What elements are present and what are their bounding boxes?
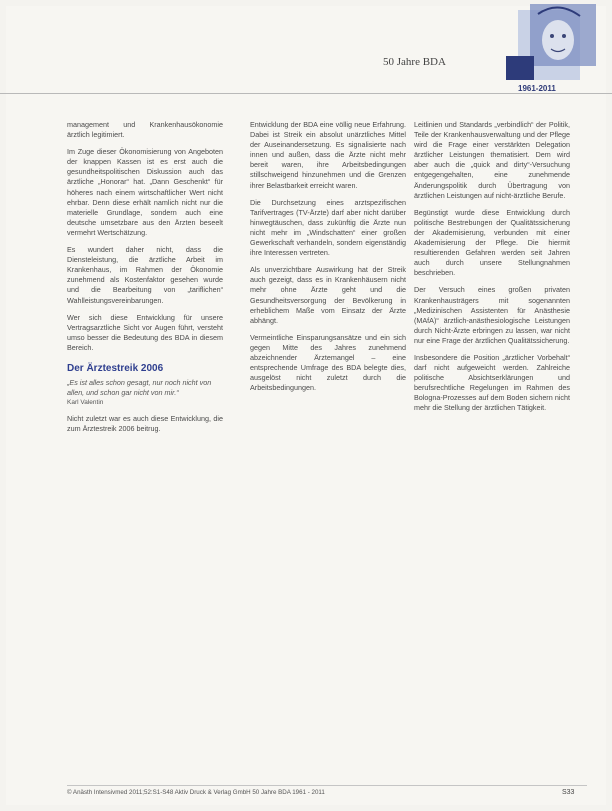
article-body	[67, 120, 587, 786]
footer-citation: © Anästh Intensivmed 2011;52:S1-S48 Aktiv Druck & Verlag GmbH 50 Jahre BDA 1961 - 2011	[67, 789, 325, 796]
header-divider	[0, 93, 612, 94]
section-heading: Der Ärztestreik 2006	[67, 362, 164, 374]
paragraph: Leitlinien und Standards „verbindlich“ der Politik, Teile der Krankenhausverwaltung und der Pflege wird die Frage einer verstärkten Delegation ärztlicher Leistungen thematisiert. Dem wird aber auch die „quick and dirty“-Versuchung entgegengehalten, eine zunehmende Änderungspolitik durch Übertragung von ärztlichen Leistungen auf nicht-ärztliche Berufe.	[414, 120, 570, 200]
column-2	[250, 120, 406, 786]
paragraph: Der Versuch eines großen privaten Krankenhausträgers mit sogenannten „Medizinischen Assistenten für Anästhesie (MAfA)“ ärztlich-anästhesiologische Leistungen durch Nicht-Ärzte erbringen zu lassen, war nicht nur eine Frage der ärztlichen Qualitätssicherung.	[414, 285, 570, 345]
paragraph: Es wundert daher nicht, dass die Diensteleistung, die ärztliche Arbeit im Krankenhaus, im Rahmen der Ökonomie zunehmend als Kostenfaktor gesehen wurde und die Bearbeitung von „tariflichen“ Wahlleistungsvereinbarungen.	[67, 245, 223, 305]
bda-anniversary-logo	[488, 4, 603, 96]
paragraph: Insbesondere die Position „ärztlicher Vorbehalt“ darf nicht aufgeweicht werden. Zahlreiche politische Absichtserklärungen und berufsrechtliche Regelungen im Rahmen des Bologna-Prozesses auf dem Boden sichern nicht mehr die Stellung der ärztlichen Tätigkeit.	[414, 352, 570, 413]
paragraph: Wer sich diese Entwicklung für unsere Vertragsarztliche Sicht vor Augen führt, versteht umso besser die Bedeutung des BDA in diesem Bereich.	[67, 312, 223, 352]
epigraph-quote: „Es ist alles schon gesagt, nur noch nicht von allen, und schon gar nicht von mir.“	[67, 377, 212, 397]
header-years: 1961-2011	[518, 84, 556, 93]
column-1	[67, 120, 223, 786]
page-number: S33	[562, 789, 575, 796]
paragraph: Entwicklung der BDA eine völlig neue Erfahrung. Dabei ist Streik ein absolut unärztliches Mittel der Auseinandersetzung. Es signalisierte nach innen und außen, dass die Ärzte nicht mehr bereit waren, ihre Arbeitsbedingungen stillschweigend hinzunehmen und die Grenzen ihrer Belastbarkeit erreicht waren.	[250, 120, 406, 190]
paragraph: Als unverzichtbare Auswirkung hat der Streik auch gezeigt, dass es in Krankenhäusern nicht mehr ohne Ärzte geht und die Gesundheitsversorgung der Bevölkerung in erheblichem Maße vom Einsatz der Ärzte abhängt.	[250, 265, 406, 325]
paragraph: Die Durchsetzung eines arztspezifischen Tarifvertrages (TV-Ärzte) darf aber nicht darüber hinwegtäuschen, dass zukünftig die Ärzte nun nicht mehr im „Windschatten“ einer großen Gewerkschaft verhandeln, sondern eigenständig ihre Interessen vertreten.	[250, 197, 406, 258]
footer-divider	[67, 785, 587, 786]
paragraph: Begünstigt wurde diese Entwicklung durch politische Bestrebungen der Qualitätssicherung der Akademisierung, verbunden mit einer Akademisierung der Pflege. Die hiermit resultierenden Gefahren werden seit Jahren auch durch unsere Stellungnahmen beschrieben.	[414, 207, 570, 278]
paragraph: Vermeintliche Einsparungsansätze und ein sich gegen Mitte des Jahres zunehmend abzeichnender Ärztemangel – eine entsprechende Umfrage des BDA belegte dies, ausgelöst nicht zuletzt durch die Arbeitsbedingungen.	[250, 332, 406, 393]
column-3	[414, 120, 570, 786]
paragraph: management und Krankenhausökonomie ärztlich legitimiert.	[67, 120, 223, 140]
header-title: 50 Jahre BDA	[383, 56, 446, 68]
paragraph: Im Zuge dieser Ökonomisierung von Angeboten der knappen Kassen ist es erst auch die gesundheitspolitischen Diskussion auch das ärztliche „Honorar“ hat. „Dann Geschenkt“ für höheres nach einem wirtschaftlicher Wert nicht ehrbar. Denn diese erhält namlich nicht nur die materielle Grundlage, sondern auch eine deutsche umsetzbare aus den Ärzten beseelt vermehrt Wertschätzung.	[67, 147, 223, 237]
paragraph: Nicht zuletzt war es auch diese Entwicklung, die zum Ärztestreik 2006 beitrug.	[67, 413, 223, 434]
epigraph-author: Karl Valentin	[67, 398, 104, 406]
